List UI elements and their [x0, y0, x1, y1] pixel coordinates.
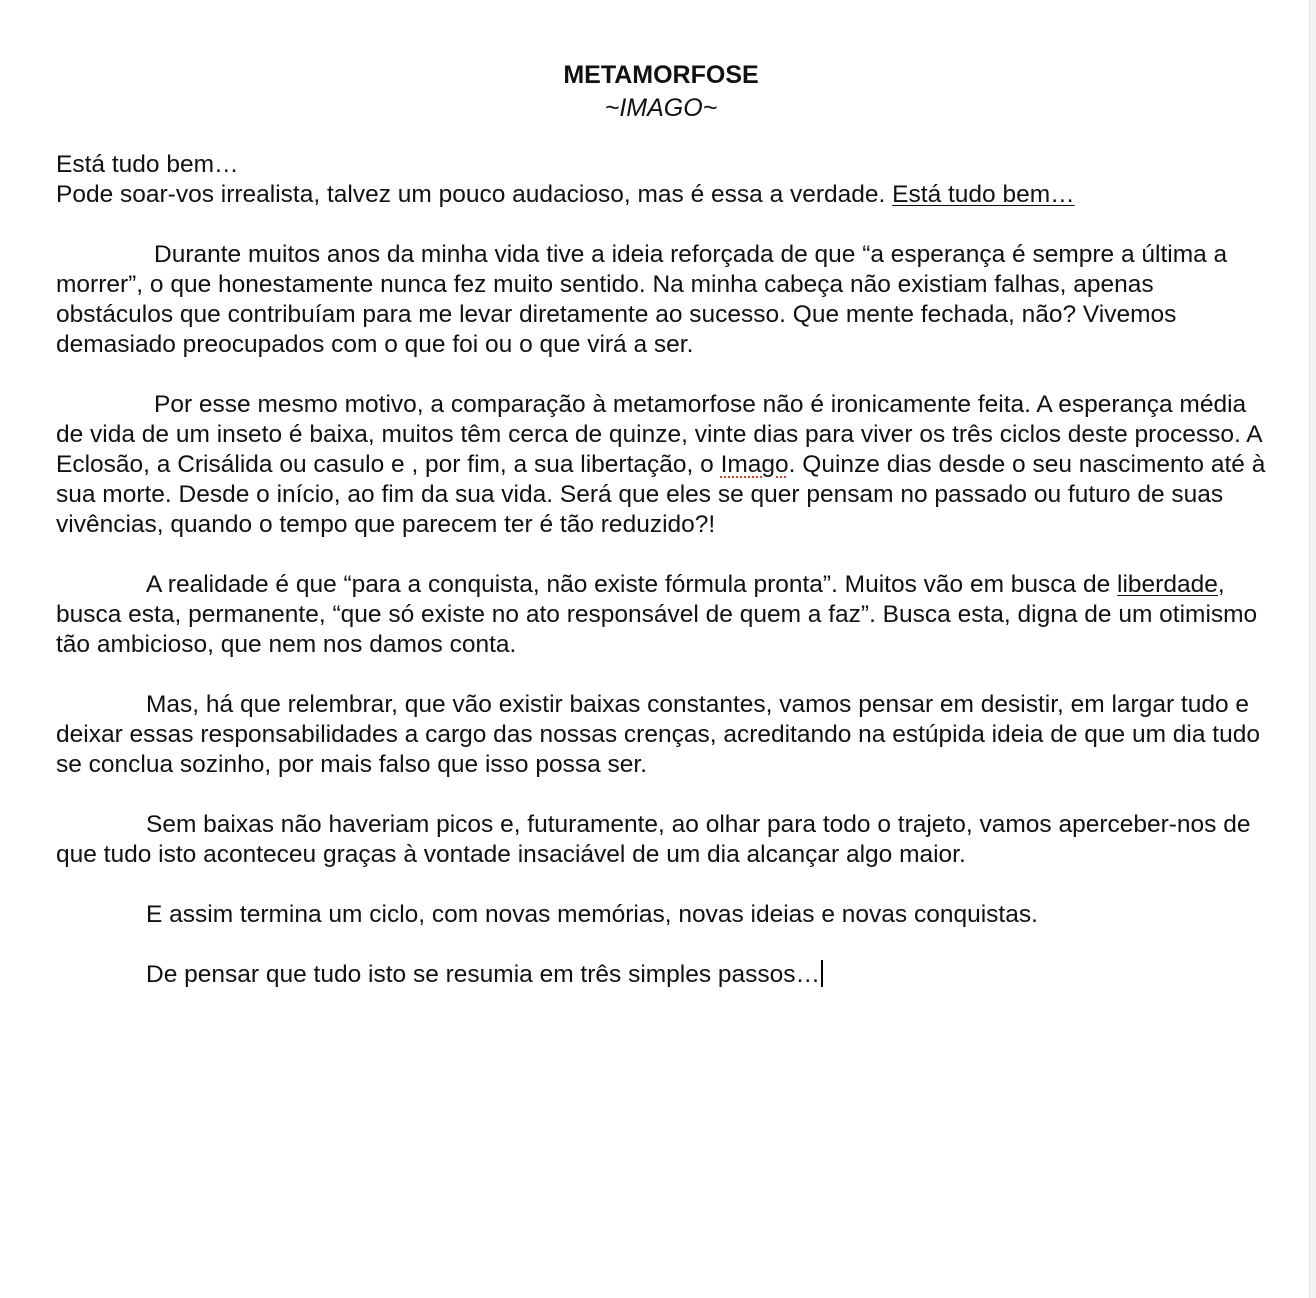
document-title: METAMORFOSE [563, 61, 759, 89]
paragraph-2 [56, 390, 1266, 540]
paragraph-6: E assim termina um ciclo, com novas memórias, novas ideias e novas conquistas. [146, 901, 1038, 928]
intro-line-2 [56, 180, 1266, 210]
paragraph-2-part-1: Por esse mesmo motivo, a comparação à metamorfose não é ironicamente feita. A esperança média de vida de um inseto é baixa, muitos têm cerca de quinze, vinte dias para viver os três ciclos deste processo. A Eclosão, a Crisálida ou casulo e , por fim, a sua libertação, o [56, 391, 1262, 478]
spellcheck-flagged-word[interactable]: Imago [720, 451, 789, 478]
paragraph-3-part-2: , busca esta, permanente, “que só existe no ato responsável de quem a faz”. Busca esta, digna de um otimismo tão ambicioso, que nem nos damos conta. [56, 571, 1258, 658]
paragraph-2-part-2: . Quinze dias desde o seu nascimento até à sua morte. Desde o início, ao fim da sua vida. Será que eles se quer pensam no passado ou futuro de suas vivências, quando o tempo que parecem ter é tão reduzido?! [56, 451, 1266, 538]
paragraph-4: Mas, há que relembrar, que vão existir baixas constantes, vamos pensar em desistir, em largar tudo e deixar essas responsabilidades a cargo das nossas crenças, acreditando na estúpida ideia de que um dia tudo se conclua sozinho, por mais falso que isso possa ser. [56, 691, 1260, 778]
paragraph-7 [56, 960, 1266, 990]
intro-line-1 [56, 150, 1266, 180]
text-cursor [821, 960, 823, 987]
paragraph-5: Sem baixas não haveriam picos e, futuramente, ao olhar para todo o trajeto, vamos aperceber-nos de que tudo isto aconteceu graças à vontade insaciável de um dia alcançar algo maior. [56, 811, 1251, 868]
intro-line-1-text: Está tudo bem… [56, 151, 239, 178]
intro-line-2-text: Pode soar-vos irrealista, talvez um pouco audacioso, mas é essa a verdade. [56, 181, 893, 208]
page-edge [1309, 0, 1316, 1298]
document-body[interactable] [56, 58, 1266, 1020]
intro-line-2-underlined: Está tudo bem… [892, 181, 1075, 208]
paragraph-1: Durante muitos anos da minha vida tive a ideia reforçada de que “a esperança é sempre a última a morrer”, o que honestamente nunca fez muito sentido. Na minha cabeça não existiam falhas, apenas obstáculos que contribuíam para me levar diretamente ao sucesso. Que mente fechada, não? Vivemos demasiado preocupados com o que foi ou o que virá a ser. [56, 241, 1228, 358]
paragraph-3-part-1: A realidade é que “para a conquista, não existe fórmula pronta”. Muitos vão em busca de [146, 571, 1118, 598]
paragraph-3 [56, 570, 1266, 660]
paragraph-3-underlined: liberdade [1117, 571, 1218, 598]
paragraph-7-text: De pensar que tudo isto se resumia em três simples passos… [146, 961, 821, 988]
document-subtitle: ~IMAGO~ [604, 94, 718, 122]
